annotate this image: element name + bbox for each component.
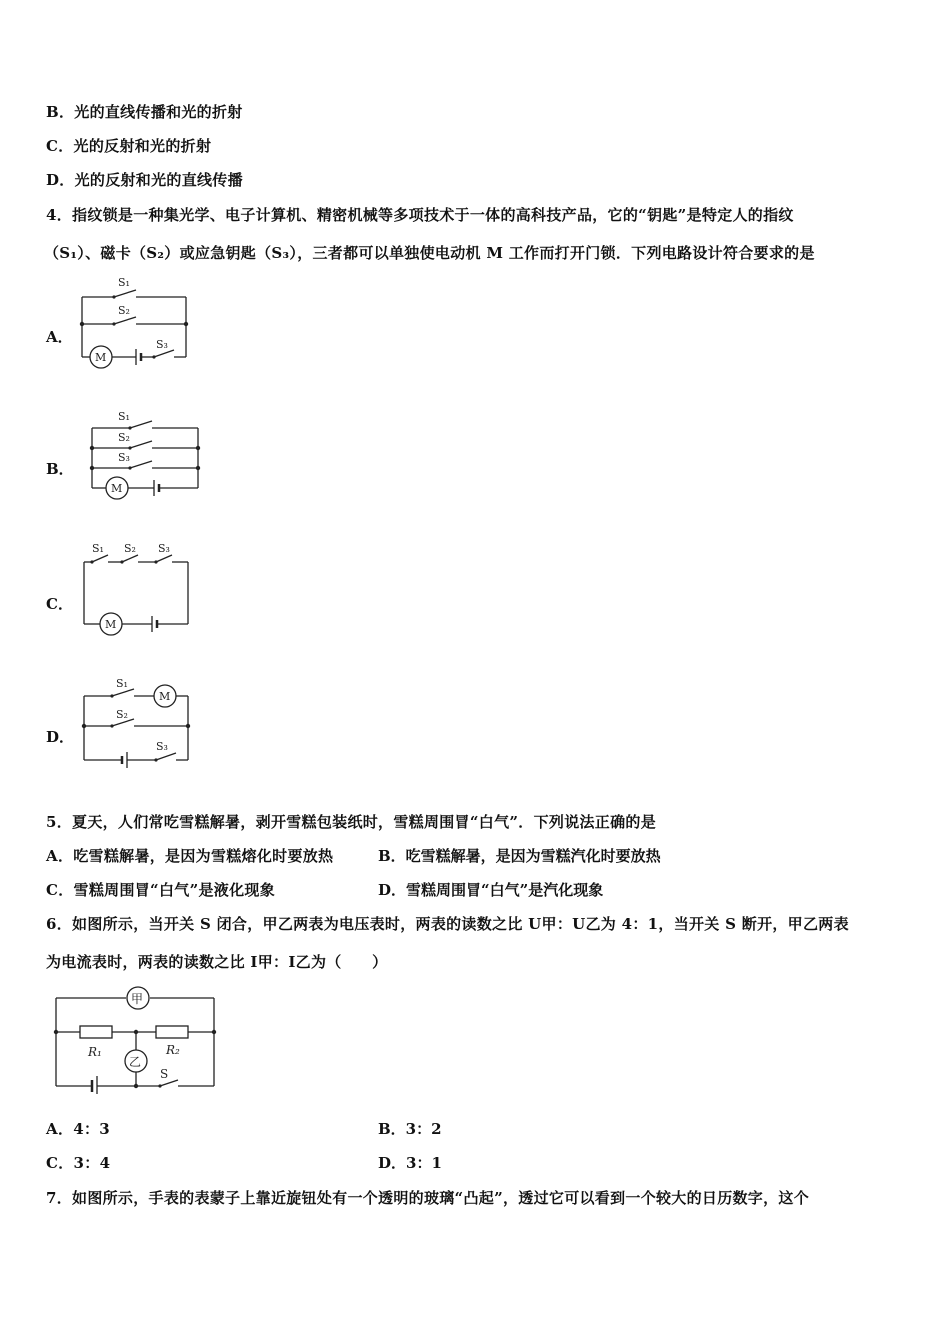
q6-r1: R₁ xyxy=(88,1045,102,1059)
q4-b-s2: S₂ xyxy=(118,431,130,444)
q5-stem: 5．夏天，人们常吃雪糕解暑，剥开雪糕包装纸时，雪糕周围冒“白气”．下列说法正确的是 xyxy=(46,813,656,831)
q6-option-a: A．4：3 xyxy=(46,1120,111,1138)
q6-r2: R₂ xyxy=(166,1043,180,1057)
q4-d-s3: S₃ xyxy=(156,740,168,753)
q6-stem-line2: 为电流表时，两表的读数之比 I甲：I乙为（ ） xyxy=(46,953,388,971)
q4-option-c-label: C． xyxy=(46,595,73,613)
q6-stem-line1: 6．如图所示，当开关 S 闭合，甲乙两表为电压表时，两表的读数之比 U甲：U乙为 4：1，当开关 S 断开，甲乙两表 xyxy=(46,915,849,933)
q4-a-s3: S₃ xyxy=(156,338,168,351)
q4-b-s1: S₁ xyxy=(118,410,130,423)
q4-a-s1: S₁ xyxy=(118,276,130,289)
q6-option-d: D．3：1 xyxy=(378,1154,442,1172)
q5-option-a: A．吃雪糕解暑，是因为雪糕熔化时要放热 xyxy=(46,847,334,865)
q6-option-c: C．3：4 xyxy=(46,1154,111,1172)
q4-c-motor: M xyxy=(105,618,117,631)
q7-stem-line1: 7．如图所示，手表的表蒙子上靠近旋钮处有一个透明的玻璃“凸起”，透过它可以看到一个较大的日历数字，这个 xyxy=(46,1189,809,1207)
q4-stem-line1: 4．指纹锁是一种集光学、电子计算机、精密机械等多项技术于一体的高科技产品，它的“钥匙”是特定人的指纹 xyxy=(46,206,794,224)
q4-c-s1: S₁ xyxy=(92,542,104,555)
q6-switch: S xyxy=(160,1067,169,1081)
q4-circuit-c xyxy=(76,540,206,640)
q5-option-c: C．雪糕周围冒“白气”是液化现象 xyxy=(46,881,275,899)
q4-c-s3: S₃ xyxy=(158,542,170,555)
q6-option-b: B．3：2 xyxy=(378,1120,442,1138)
q6-meter-jia: 甲 xyxy=(131,992,144,1006)
q4-circuit-d xyxy=(76,676,206,776)
q5-option-d: D．雪糕周围冒“白气”是汽化现象 xyxy=(378,881,604,899)
q3-option-d: D．光的反射和光的直线传播 xyxy=(46,171,243,189)
q6-circuit xyxy=(48,984,228,1094)
q4-option-a-label: A． xyxy=(46,328,73,346)
q3-option-c: C．光的反射和光的折射 xyxy=(46,137,212,155)
q4-circuit-b xyxy=(80,408,220,508)
q4-b-s3: S₃ xyxy=(118,451,130,464)
q3-option-b: B．光的直线传播和光的折射 xyxy=(46,103,243,121)
q6-meter-yi: 乙 xyxy=(129,1055,142,1069)
q4-b-motor: M xyxy=(111,482,123,495)
q5-option-b: B．吃雪糕解暑，是因为雪糕汽化时要放热 xyxy=(378,847,661,865)
q4-option-d-label: D． xyxy=(46,728,75,746)
q4-c-s2: S₂ xyxy=(124,542,136,555)
q4-stem-line2: （S₁）、磁卡（S₂）或应急钥匙（S₃），三者都可以单独使电动机 M 工作而打开门锁．下列电路设计符合要求的是 xyxy=(44,244,815,262)
q4-d-s1: S₁ xyxy=(116,677,128,690)
q4-d-motor: M xyxy=(159,690,171,703)
q4-circuit-a xyxy=(74,272,224,372)
q4-option-b-label: B． xyxy=(46,460,74,478)
q4-a-motor: M xyxy=(95,351,107,364)
q4-d-s2: S₂ xyxy=(116,708,128,721)
q4-a-s2: S₂ xyxy=(118,304,130,317)
